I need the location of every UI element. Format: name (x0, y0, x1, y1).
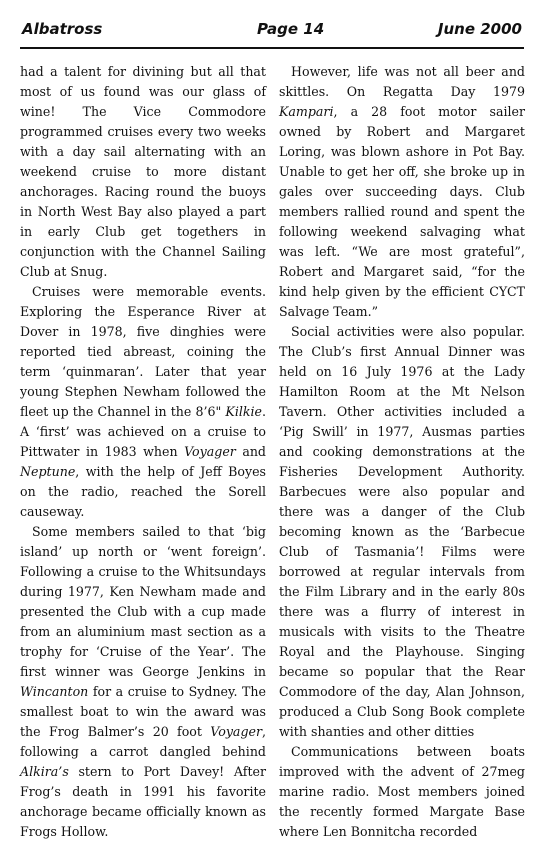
paragraph: Some members sailed to that ‘big island’ up north or ‘went foreign’. Following a cruise to the Whitsundays during 1977, Ken Newham made and presented the Club with a cup made from an aluminium mast section as a trophy for ‘Cruise of the Year’. The first winner was George Jenkins in Wincanton for a cruise to Sydney. The smallest boat to win the award was the Frog Balmer’s 20 foot Voyager, following a carrot dangled behind Alkira’s stern to Port Davey! After Frog’s death in 1991 his favorite anchorage became officially known as Frogs Hollow. (20, 524, 266, 839)
boat-name: Wincanton (20, 684, 89, 699)
boat-name: Voyager (184, 444, 236, 459)
paragraph: However, life was not all beer and skittles. On Regatta Day 1979 Kampari, a 28 foot motor sailer owned by Robert and Margaret Loring, was blown ashore in Pot Bay. Unable to get her off, she broke up in gales over succeeding days. Club members rallied round and spent the following weekend salvaging what was left. “We are most grateful”, Robert and Margaret said, “for the kind help given by the efficient CYCT Salvage Team.” (279, 64, 525, 319)
boat-name: Voyager (210, 724, 262, 739)
header-divider (20, 47, 524, 49)
right-column (279, 62, 525, 842)
left-column (20, 62, 266, 842)
page-number: Page 14 (257, 20, 325, 38)
paragraph: Social activities were also popular. The Club’s first Annual Dinner was held on 16 July 1976 at the Lady Hamilton Room at the Mt Nelson Tavern. Other activities included a ‘Pig Swill’ in 1977, Ausmas parties and cooking demonstrations at the Fisheries Development Authority. Barbecues were also popular and there was a danger of the Club becoming known as the ‘Barbecue Club of Tasmania’! Films were borrowed at regular intervals from the Film Library and in the early 80s there was a flurry of interest in musicals with visits to the Theatre Royal and the Playhouse. Singing became so popular that the Rear Commodore of the day, Alan Johnson, produced a Club Song Book complete with shanties and other ditties (279, 324, 525, 739)
boat-name: Alkira’s (20, 764, 69, 779)
boat-name: Kampari (279, 104, 334, 119)
boat-name: Neptune (20, 464, 76, 479)
boat-name: Kilkie (225, 404, 262, 419)
paragraph: Cruises were memorable events. Exploring the Esperance River at Dover in 1978, five dinghies were reported tied abreast, coining the term ‘quinmaran’. Later that year young Stephen Newham followed the fleet up the Channel in the 8’6" Kilkie. A ‘first’ was achieved on a cruise to Pittwater in 1983 when Voyager and Neptune, with the help of Jeff Boyes on the radio, reached the Sorell causeway. (20, 284, 266, 519)
paragraph: Communications between boats improved with the advent of 27meg marine radio. Most members joined the recently formed Margate Base where Len Bonnitcha recorded (279, 744, 525, 839)
page-header (22, 20, 522, 46)
paragraph: had a talent for divining but all that most of us found was our glass of wine! The Vice Commodore programmed cruises every two weeks with a day sail alternating with an weekend cruise to more distant anchorages. Racing round the buoys in North West Bay also played a part in early Club get togethers in conjunction with the Channel Sailing Club at Snug. (20, 64, 266, 279)
publication-title: Albatross (22, 20, 103, 38)
issue-date: June 2000 (437, 20, 522, 38)
